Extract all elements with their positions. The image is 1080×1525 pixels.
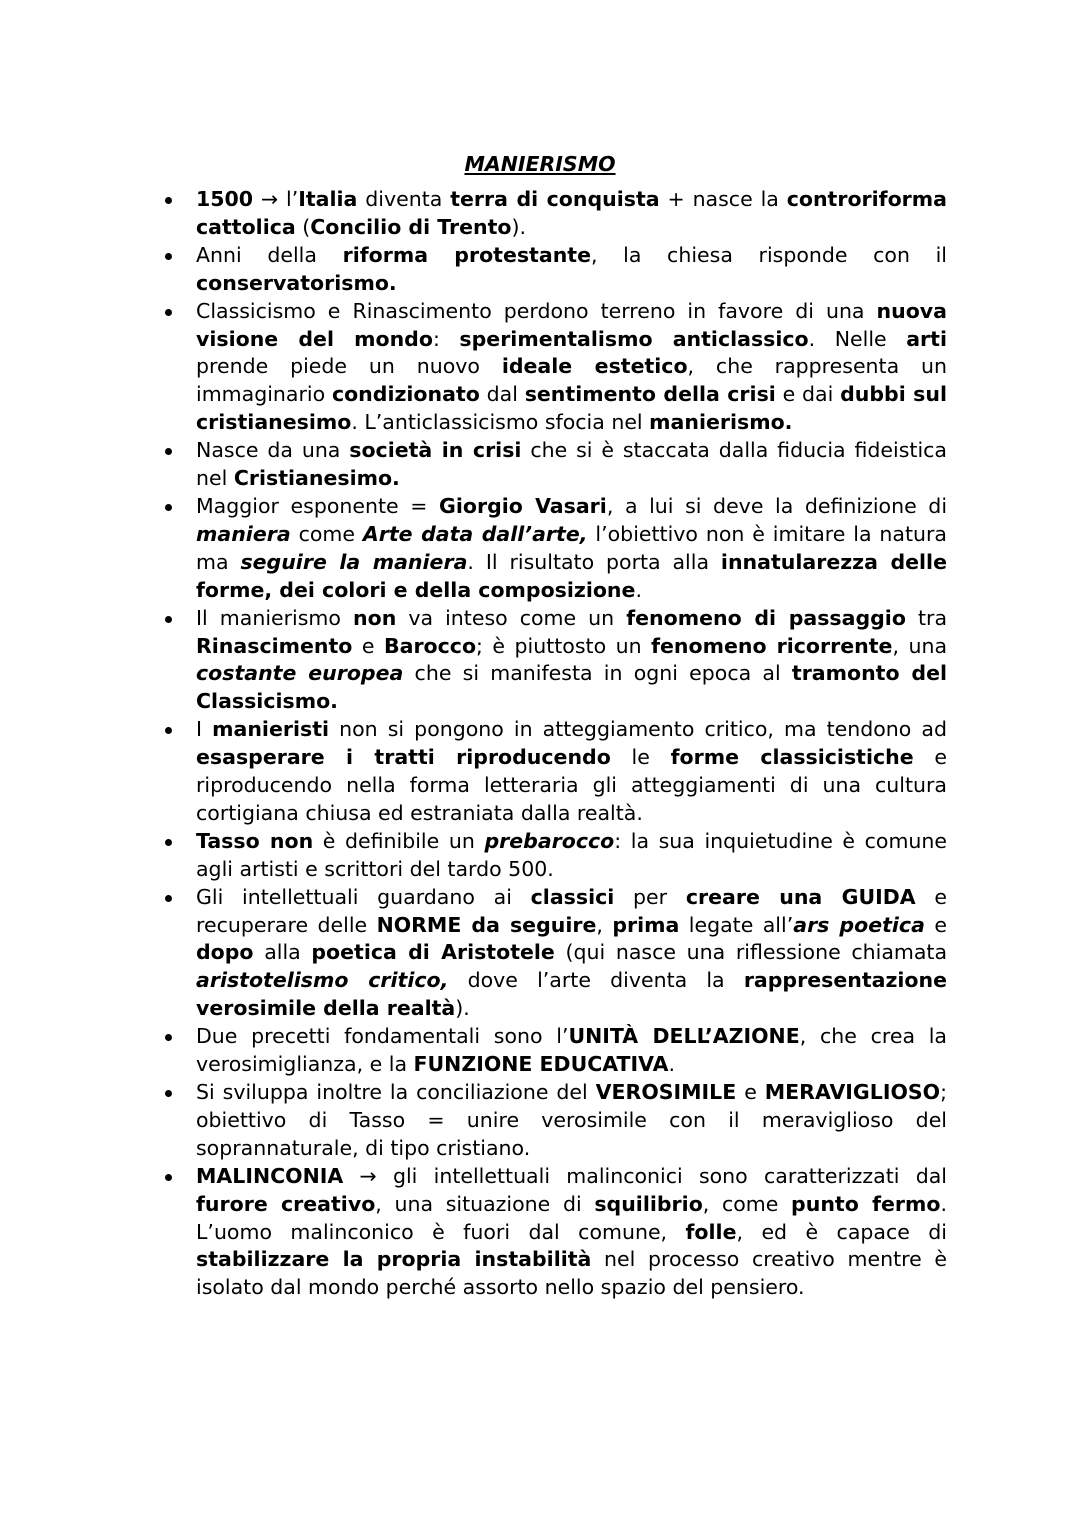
text-segment: dal xyxy=(479,382,525,407)
text-segment: , che crea la verosimiglianza, e la xyxy=(196,1024,947,1077)
text-segment: , ed è capace di xyxy=(736,1219,947,1244)
text-segment: , come xyxy=(702,1191,792,1216)
text-segment: : xyxy=(432,326,460,351)
bullet-icon xyxy=(165,1174,172,1181)
list-item xyxy=(163,1163,947,1303)
text-segment: squilibrio xyxy=(594,1191,703,1216)
text-segment: arti xyxy=(906,326,947,351)
list-item xyxy=(163,437,947,493)
text-segment: e xyxy=(736,1080,765,1104)
text-segment: Il manierismo xyxy=(196,605,354,630)
text-segment: non xyxy=(353,605,397,630)
text-segment: che si manifesta in ogni epoca al xyxy=(403,661,792,686)
bullet-icon xyxy=(165,616,172,623)
bullet-icon xyxy=(165,448,172,455)
text-segment: e xyxy=(352,633,384,658)
bullet-icon xyxy=(165,197,172,204)
text-segment: nel processo creativo mentre è isolato dal mondo perché assorto nello spazio del pensiero. xyxy=(196,1247,947,1300)
bullet-icon xyxy=(165,253,172,260)
text-segment: folle xyxy=(685,1219,737,1244)
text-segment: per xyxy=(614,884,686,909)
text-segment: punto fermo xyxy=(791,1191,941,1216)
text-segment: Classicismo e Rinascimento perdono terreno in favore di una xyxy=(196,298,877,323)
list-item xyxy=(163,828,947,884)
text-segment: (qui nasce una riflessione chiamata xyxy=(554,940,948,965)
text-segment: Concilio di Trento xyxy=(310,214,512,239)
text-segment: , xyxy=(596,912,613,937)
text-segment: e recuperare delle xyxy=(196,884,947,937)
text-segment: MERAVIGLIOSO xyxy=(764,1080,941,1104)
text-segment: Barocco xyxy=(383,633,477,658)
text-segment: classici xyxy=(530,884,615,909)
list-item xyxy=(163,716,947,828)
text-segment: legate all’ xyxy=(679,912,794,937)
text-segment: va inteso come un xyxy=(396,605,627,630)
text-segment: fenomeno ricorrente xyxy=(651,633,893,658)
text-segment: tramonto del Classicismo. xyxy=(196,661,948,714)
bullet-icon xyxy=(165,895,172,902)
text-segment: conservatorismo. xyxy=(196,270,397,295)
text-segment: , a lui si deve la definizione di xyxy=(606,493,948,518)
text-segment: e riproducendo nella forma letteraria gli atteggiamenti di una cultura cortigiana chiusa ed estraniata dalla realtà. xyxy=(196,745,947,825)
text-segment: Italia xyxy=(298,187,358,211)
text-segment: prende piede un nuovo xyxy=(196,354,502,379)
text-segment: ). xyxy=(455,996,470,1021)
list-item xyxy=(163,884,947,1024)
text-segment: terra di conquista xyxy=(450,187,660,211)
text-segment: Arte data dall’arte, xyxy=(362,521,588,546)
text-segment: e dai xyxy=(775,382,841,407)
text-segment: Anni della xyxy=(196,242,343,267)
text-segment: maniera xyxy=(196,521,291,546)
text-segment: → l’ xyxy=(253,187,299,211)
text-segment: società in crisi xyxy=(349,438,522,463)
text-segment: . xyxy=(635,577,642,602)
text-segment: . Nelle xyxy=(808,326,907,351)
text-segment: ars poetica xyxy=(793,912,925,937)
bullet-icon xyxy=(165,839,172,846)
text-segment: . xyxy=(668,1052,676,1077)
text-segment: UNITÀ DELL’AZIONE xyxy=(568,1024,800,1049)
text-segment: ). xyxy=(511,214,526,239)
text-segment: costante europea xyxy=(196,661,404,686)
text-segment: , una xyxy=(892,633,948,658)
text-segment: + nasce la xyxy=(659,187,787,211)
text-segment: FUNZIONE EDUCATIVA xyxy=(413,1052,669,1077)
text-segment: manierismo. xyxy=(649,410,793,435)
text-segment: è definibile un xyxy=(313,828,485,853)
text-segment: : la sua inquietudine è comune agli artisti e scrittori del tardo 500. xyxy=(196,828,948,881)
text-segment: dubbi sul cristianesimo xyxy=(196,382,947,435)
text-segment: Maggior esponente = xyxy=(196,493,440,518)
text-segment: ideale estetico xyxy=(501,354,688,379)
text-segment: Gli intellettuali guardano ai xyxy=(196,884,531,909)
text-segment: Giorgio Vasari xyxy=(439,493,607,518)
text-segment: MALINCONIA xyxy=(196,1163,344,1188)
text-segment: I xyxy=(196,717,213,742)
list-item xyxy=(163,242,947,298)
text-segment: → gli intellettuali malinconici sono caratterizzati dal xyxy=(343,1163,947,1188)
text-segment: ( xyxy=(295,214,311,239)
text-segment: prebarocco xyxy=(484,828,615,853)
text-segment: diventa xyxy=(357,187,451,211)
text-segment: Rinascimento xyxy=(196,633,353,658)
text-segment: . L’anticlassicismo sfocia nel xyxy=(351,410,650,435)
bullet-icon xyxy=(165,1090,172,1097)
bullet-icon xyxy=(165,1034,172,1041)
text-segment: dopo xyxy=(196,940,254,965)
text-segment: forme classicistiche xyxy=(670,745,914,770)
text-segment: seguire la maniera xyxy=(240,549,468,574)
text-segment: sentimento della crisi xyxy=(524,382,776,407)
text-segment: 1500 xyxy=(196,187,254,211)
text-segment: ; è piuttosto un xyxy=(476,633,652,658)
bullet-icon xyxy=(165,504,172,511)
text-segment: che si è staccata dalla fiducia fideistica nel xyxy=(196,438,947,491)
text-segment: le xyxy=(610,745,671,770)
text-segment: esasperare i tratti riproducendo xyxy=(196,745,611,770)
text-segment: ; obiettivo di Tasso = unire verosimile con il meraviglioso del soprannaturale, di tipo cristiano. xyxy=(196,1080,947,1160)
bullet-icon xyxy=(165,309,172,316)
text-segment: l’obiettivo non è imitare la natura ma xyxy=(196,521,947,574)
text-segment: Cristianesimo. xyxy=(233,466,400,491)
text-segment: , una situazione di xyxy=(375,1191,595,1216)
text-segment: Due precetti fondamentali sono l’ xyxy=(196,1024,569,1049)
text-segment: innatularezza delle forme, dei colori e della composizione xyxy=(196,549,947,602)
list-item xyxy=(163,298,947,438)
text-segment: VEROSIMILE xyxy=(595,1080,737,1104)
text-segment: Si sviluppa inoltre la conciliazione del xyxy=(196,1080,596,1104)
text-segment: controriforma cattolica xyxy=(196,187,947,239)
text-segment: furore creativo xyxy=(196,1191,376,1216)
text-segment: prima xyxy=(612,912,680,937)
text-segment: Nasce da una xyxy=(196,438,350,463)
text-segment: non si pongono in atteggiamento critico, ma tendono ad xyxy=(329,717,947,742)
list-item xyxy=(163,186,947,242)
text-segment: manieristi xyxy=(212,717,330,742)
text-segment: nuova visione del mondo xyxy=(196,298,947,351)
text-segment: . Il risultato porta alla xyxy=(467,549,721,574)
text-segment: come xyxy=(290,521,363,546)
text-segment: . L’uomo malinconico è fuori dal comune, xyxy=(196,1191,947,1244)
text-segment: tra xyxy=(905,605,948,630)
text-segment: stabilizzare la propria instabilità xyxy=(196,1247,592,1272)
text-segment: riforma protestante xyxy=(342,242,591,267)
text-segment: , la chiesa risponde con il xyxy=(591,242,947,267)
text-segment: e xyxy=(924,912,947,937)
text-segment: sperimentalismo anticlassico xyxy=(459,326,809,351)
list-item xyxy=(163,1079,947,1163)
text-segment: poetica di Aristotele xyxy=(311,940,555,965)
list-item xyxy=(163,605,947,717)
bullet-list xyxy=(163,186,947,1302)
text-segment: aristotelismo critico, xyxy=(196,968,449,993)
text-segment: alla xyxy=(253,940,312,965)
text-segment: condizionato xyxy=(331,382,480,407)
text-segment: fenomeno di passaggio xyxy=(626,605,906,630)
text-segment: NORME da seguire xyxy=(376,912,597,937)
text-segment: , che rappresenta un immaginario xyxy=(196,354,948,407)
text-segment: dove l’arte diventa la xyxy=(448,968,744,993)
list-item xyxy=(163,493,947,605)
text-segment: creare una GUIDA xyxy=(685,884,916,909)
text-segment: Tasso non xyxy=(196,828,314,853)
text-segment: rappresentazione verosimile della realtà xyxy=(196,968,947,1021)
bullet-icon xyxy=(165,727,172,734)
page-title: MANIERISMO xyxy=(464,152,616,176)
list-item xyxy=(163,1023,947,1079)
